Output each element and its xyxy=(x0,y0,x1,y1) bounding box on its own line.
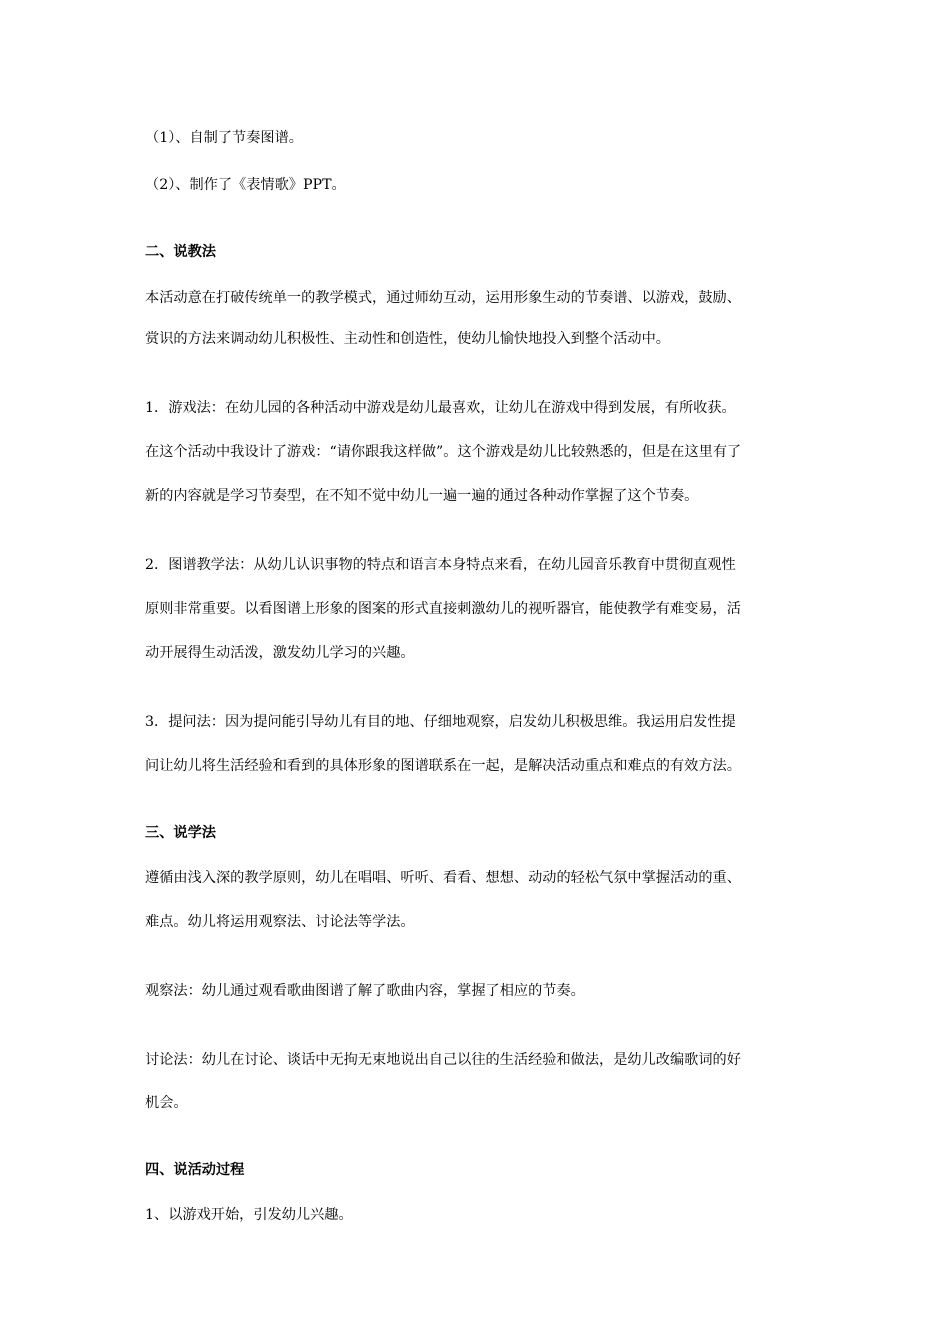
paragraph-line: 机会。 xyxy=(145,1095,188,1111)
paragraph-line: 赏识的方法来调动幼儿积极性、主动性和创造性，使幼儿愉快地投入到整个活动中。 xyxy=(145,331,670,347)
paragraph-line: 新的内容就是学习节奏型，在不知不觉中幼儿一遍一遍的通过各种动作掌握了这个节奏。 xyxy=(145,488,699,504)
materials-item-1: （1）、自制了节奏图谱。 xyxy=(145,130,303,146)
paragraph-line: 遵循由浅入深的教学原则，幼儿在唱唱、听听、看看、想想、动动的轻松气氛中掌握活动的重、 xyxy=(145,870,741,886)
paragraph-line: 在这个活动中我设计了游戏：“请你跟我这样做”。这个游戏是幼儿比较熟悉的，但是在这里有了 xyxy=(145,444,742,460)
materials-item-2: （2）、制作了《表情歌》PPT。 xyxy=(145,177,346,193)
paragraph-line: 3．提问法：因为提问能引导幼儿有目的地、仔细地观察，启发幼儿积极思维。我运用启发性提 xyxy=(145,714,736,730)
paragraph-line: 难点。幼儿将运用观察法、讨论法等学法。 xyxy=(145,914,415,930)
paragraph-line: 讨论法：幼儿在讨论、谈话中无拘无束地说出自己以往的生活经验和做法，是幼儿改编歌词的好 xyxy=(145,1052,741,1068)
paragraph-line: 观察法：幼儿通过观看歌曲图谱了解了歌曲内容，掌握了相应的节奏。 xyxy=(145,983,585,999)
paragraph-line: 1、以游戏开始，引发幼儿兴趣。 xyxy=(145,1207,353,1223)
paragraph-line: 1．游戏法：在幼儿园的各种活动中游戏是幼儿最喜欢，让幼儿在游戏中得到发展，有所收获。 xyxy=(145,400,736,416)
paragraph-line: 问让幼儿将生活经验和看到的具体形象的图谱联系在一起，是解决活动重点和难点的有效方法。 xyxy=(145,758,741,774)
paragraph-line: 本活动意在打破传统单一的教学模式，通过师幼互动，运用形象生动的节奏谱、以游戏，鼓励、 xyxy=(145,290,741,306)
paragraph-line: 2．图谱教学法：从幼儿认识事物的特点和语言本身特点来看，在幼儿园音乐教育中贯彻直观性 xyxy=(145,557,736,573)
section-heading-activity-process: 四、说活动过程 xyxy=(145,1162,245,1178)
paragraph-line: 动开展得生动活泼，激发幼儿学习的兴趣。 xyxy=(145,645,415,661)
section-heading-teaching-methods: 二、说教法 xyxy=(145,244,216,260)
section-heading-learning-methods: 三、说学法 xyxy=(145,825,216,841)
paragraph-line: 原则非常重要。以看图谱上形象的图案的形式直接刺激幼儿的视听器官，能使教学有难变易，活 xyxy=(145,601,741,617)
